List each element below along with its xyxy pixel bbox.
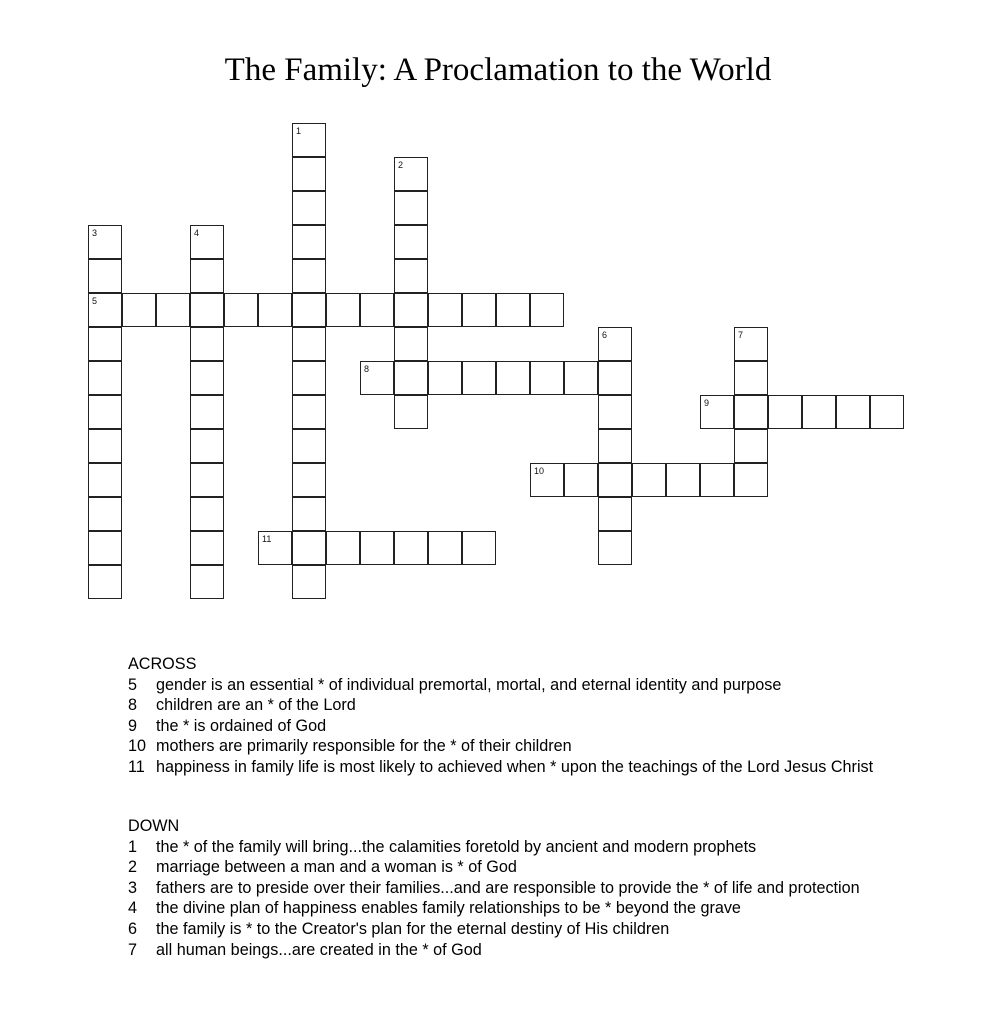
grid-cell: [292, 463, 326, 497]
grid-cell: [88, 497, 122, 531]
cell-number: 11: [262, 534, 272, 544]
cell-number: 6: [602, 330, 608, 340]
grid-cell: [496, 361, 530, 395]
clue-number: 1: [128, 837, 138, 856]
grid-cell: [768, 395, 802, 429]
grid-cell: [734, 361, 768, 395]
clue-text: the * is ordained of God: [156, 716, 327, 735]
grid-cell: [258, 531, 292, 565]
clue-text: the divine plan of happiness enables family relationships to be * beyond the grave: [156, 899, 741, 918]
grid-cell: [462, 531, 496, 565]
grid-cell: [530, 361, 564, 395]
clue-number: 3: [128, 878, 138, 897]
clue-number: 4: [128, 899, 138, 918]
grid-cell: [564, 463, 598, 497]
grid-cell: [190, 429, 224, 463]
grid-cell: [598, 429, 632, 463]
grid-cell: [190, 293, 224, 327]
down-clue-2: [128, 857, 888, 878]
clue-number: 8: [128, 696, 138, 715]
grid-cell: [224, 293, 258, 327]
grid-cell: [88, 225, 122, 259]
grid-cell: [700, 395, 734, 429]
grid-cell: [292, 123, 326, 157]
grid-cell: [88, 361, 122, 395]
down-clue-4: [128, 898, 888, 919]
grid-cell: [190, 463, 224, 497]
grid-cell: [292, 293, 326, 327]
grid-cell: [292, 191, 326, 225]
down-clue-3: [128, 878, 888, 899]
cell-number: 1: [296, 126, 302, 136]
grid-cell: [700, 463, 734, 497]
grid-cell: [190, 327, 224, 361]
grid-cell: [292, 225, 326, 259]
grid-cell: [292, 259, 326, 293]
grid-cell: [394, 191, 428, 225]
grid-cell: [88, 395, 122, 429]
grid-cell: [88, 429, 122, 463]
grid-cell: [598, 463, 632, 497]
grid-cell: [190, 395, 224, 429]
clue-text: children are an * of the Lord: [156, 696, 356, 715]
grid-cell: [734, 429, 768, 463]
grid-cell: [190, 361, 224, 395]
clue-text: fathers are to preside over their families...and are responsible to provide the * of life and protection: [156, 878, 860, 897]
cell-number: 9: [704, 398, 710, 408]
grid-cell: [734, 463, 768, 497]
grid-cell: [598, 327, 632, 361]
grid-cell: [292, 157, 326, 191]
across-clue-10: [128, 736, 888, 757]
grid-cell: [598, 395, 632, 429]
across-heading: ACROSS: [128, 655, 197, 673]
across-clue-5: [128, 675, 888, 696]
grid-cell: [836, 395, 870, 429]
clue-number: 10: [128, 737, 147, 756]
grid-cell: [190, 497, 224, 531]
grid-cell: [88, 327, 122, 361]
clue-text: all human beings...are created in the * of God: [156, 940, 482, 959]
cell-number: 5: [92, 296, 98, 306]
grid-cell: [666, 463, 700, 497]
grid-cell: [292, 395, 326, 429]
grid-cell: [88, 531, 122, 565]
clue-number: 11: [128, 757, 145, 776]
clue-text: the * of the family will bring...the calamities foretold by ancient and modern prophets: [156, 837, 757, 856]
across-clues: [128, 654, 888, 778]
grid-cell: [598, 531, 632, 565]
clue-text: mothers are primarily responsible for the * of their children: [156, 737, 572, 756]
grid-cell: [462, 361, 496, 395]
down-clues: [128, 816, 888, 960]
grid-cell: [734, 395, 768, 429]
cell-number: 8: [364, 364, 370, 374]
grid-cell: [632, 463, 666, 497]
down-clue-1: [128, 837, 888, 858]
grid-cell: [190, 225, 224, 259]
clue-number: 5: [128, 675, 138, 694]
grid-cell: [258, 293, 292, 327]
grid-cell: [292, 361, 326, 395]
grid-cell: [530, 463, 564, 497]
grid-cell: [360, 361, 394, 395]
grid-cell: [326, 531, 360, 565]
down-heading: DOWN: [128, 817, 180, 835]
clue-number: 6: [128, 919, 138, 938]
grid-cell: [88, 463, 122, 497]
grid-cell: [292, 327, 326, 361]
grid-cell: [564, 361, 598, 395]
clue-number: 7: [128, 940, 138, 959]
grid-cell: [598, 497, 632, 531]
grid-cell: [88, 565, 122, 599]
clue-number: 2: [128, 858, 138, 877]
grid-cell: [734, 327, 768, 361]
clue-text: happiness in family life is most likely to achieved when * upon the teachings of the Lord Jesus Christ: [156, 757, 874, 776]
grid-cell: [802, 395, 836, 429]
grid-cell: [530, 293, 564, 327]
grid-cell: [292, 429, 326, 463]
grid-cell: [428, 293, 462, 327]
down-clue-7: [128, 940, 888, 961]
grid-cell: [292, 531, 326, 565]
grid-cell: [394, 259, 428, 293]
cell-number: 7: [738, 330, 744, 340]
grid-cell: [598, 361, 632, 395]
grid-cell: [394, 225, 428, 259]
grid-cell: [360, 293, 394, 327]
cell-number: 3: [92, 228, 98, 238]
grid-cell: [394, 157, 428, 191]
clue-text: gender is an essential * of individual premortal, mortal, and eternal identity and purpose: [156, 675, 782, 694]
grid-cell: [462, 293, 496, 327]
across-clue-11: [128, 757, 888, 778]
grid-cell: [496, 293, 530, 327]
grid-cell: [428, 531, 462, 565]
across-clue-8: [128, 695, 888, 716]
grid-cell: [292, 497, 326, 531]
page-title: The Family: A Proclamation to the World: [224, 52, 772, 88]
clue-number: 9: [128, 716, 138, 735]
grid-cell: [394, 361, 428, 395]
grid-cell: [190, 531, 224, 565]
grid-cell: [394, 293, 428, 327]
grid-cell: [360, 531, 394, 565]
cell-number: 10: [534, 466, 545, 476]
grid-cell: [428, 361, 462, 395]
grid-cell: [156, 293, 190, 327]
grid-cell: [292, 565, 326, 599]
grid-cell: [394, 327, 428, 361]
clue-text: marriage between a man and a woman is * of God: [156, 858, 517, 877]
grid-cell: [88, 259, 122, 293]
cell-number: 2: [398, 160, 404, 170]
grid-cell: [394, 395, 428, 429]
grid-cell: [394, 531, 428, 565]
clue-text: the family is * to the Creator's plan for the eternal destiny of His children: [156, 919, 670, 938]
across-clue-9: [128, 716, 888, 737]
down-clue-6: [128, 919, 888, 940]
grid-cell: [190, 565, 224, 599]
grid-cell: [326, 293, 360, 327]
grid-cell: [122, 293, 156, 327]
cell-number: 4: [194, 228, 200, 238]
grid-cell: [190, 259, 224, 293]
grid-cell: [88, 293, 122, 327]
grid-cell: [870, 395, 904, 429]
